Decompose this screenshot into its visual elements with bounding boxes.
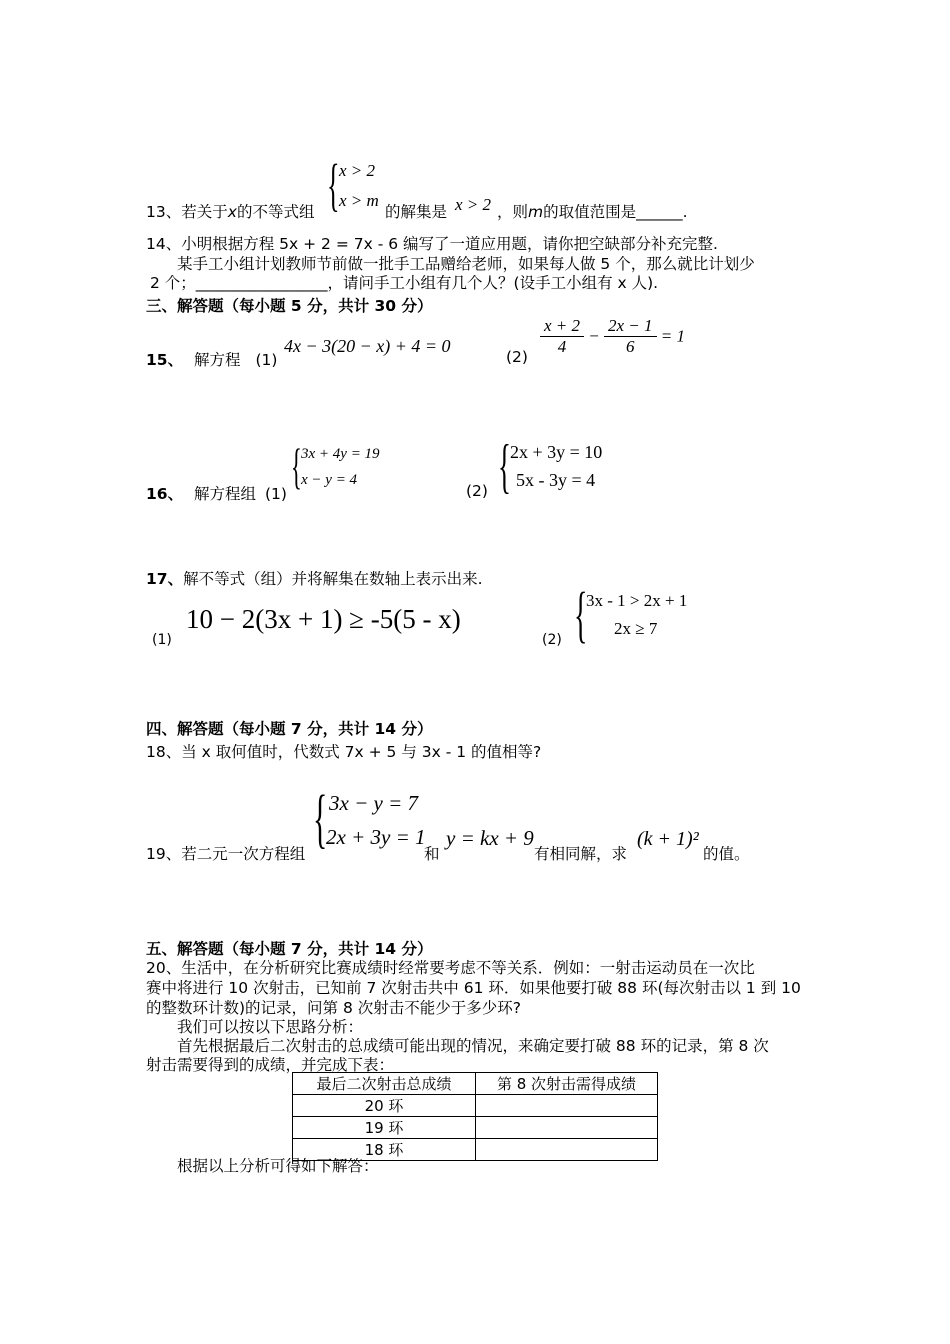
q17-system-line1: 3x - 1 > 2x + 1 (586, 591, 688, 610)
q13-text-e: 的取值范围是 (543, 203, 637, 221)
q15-label-text: 解方程 (194, 351, 241, 369)
q15-fraction-2 (604, 316, 657, 357)
q15-minus: − (588, 326, 600, 346)
q16-label (146, 482, 287, 504)
q19-brace: { (313, 782, 328, 855)
q17-label-text: 解不等式（组）并将解集在数轴上表示出来. (183, 570, 483, 588)
q15-fraction-1 (540, 316, 584, 357)
q14-line2: 某手工小组计划教师节前做一批手工品赠给老师，如果每人做 5 个，那么就比计划少 (177, 255, 755, 273)
q19-system-line1: 3x − y = 7 (329, 791, 418, 815)
q20-line1: 20、生活中，在分析研究比赛成绩时经常要考虑不等关系．例如：一射击运动员在一次比 (146, 959, 755, 977)
q17-system-line2: 2x ≥ 7 (614, 619, 658, 638)
q13-brace: { (327, 152, 340, 217)
q19-text-d: 的值。 (703, 845, 750, 863)
q16-system1-line1: 3x + 4y = 19 (301, 446, 380, 462)
q13-var-m: m (528, 203, 544, 221)
q18-text: 18、当 x 取何值时，代数式 7x + 5 与 3x - 1 的值相等? (146, 743, 542, 761)
q20-line7: 根据以上分析可得如下解答： (177, 1157, 379, 1175)
q16-system1-line2: x − y = 4 (301, 472, 358, 488)
q14-line1: 14、小明根据方程 5x + 2 = 7x - 6 编写了一道应用题，请你把空缺部分补充完整. (146, 235, 718, 253)
q15-part2-marker: (2) (506, 348, 528, 366)
q17-number: 17、 (146, 570, 184, 588)
q19-text-b: 和 (424, 845, 440, 863)
q19-text-a: 19、若二元一次方程组 (146, 845, 306, 863)
q17-brace: { (574, 581, 588, 649)
q20-line5: 首先根据最后二次射击的总成绩可能出现的情况，来确定要打破 88 环的记录，第 8 次 (177, 1037, 769, 1055)
q20-line3: 的整数环计数)的记录，问第 8 次射击不能少于多少环? (146, 999, 521, 1017)
q16-part1-marker: (1) (264, 485, 287, 503)
q15-equation-2 (540, 316, 685, 357)
table-answer-cell[interactable] (476, 1117, 658, 1139)
q13-text-d: ，则 (497, 203, 529, 221)
q16-number: 16、 (146, 485, 184, 503)
q13-end: . (682, 203, 688, 221)
q13-system-line1: x > 2 (339, 161, 376, 180)
q14-line3 (150, 271, 658, 293)
q13-text (146, 200, 314, 222)
q14-line3-b: ，请问手工小组有几个人？(设手工小组有 x 人). (327, 274, 659, 292)
q15-number: 15、 (146, 351, 184, 369)
table-cell: 19 环 (293, 1117, 476, 1139)
q20-score-table (292, 1072, 658, 1161)
q14-line3-a: 2 个； (150, 274, 196, 292)
table-cell: 20 环 (293, 1095, 476, 1117)
q13-text-a: 若关于 (181, 203, 228, 221)
table-header-cell: 第 8 次射击需得成绩 (476, 1073, 658, 1095)
q13-solution: x > 2 (455, 195, 492, 214)
q20-line2: 赛中将进行 10 次射击，已知前 7 次射击共中 61 环．如果他要打破 88 环(每次射击以 1 到 10 (146, 979, 801, 997)
table-answer-cell[interactable] (476, 1095, 658, 1117)
q16-brace-2: { (498, 433, 511, 499)
q16-label-text: 解方程组 (194, 485, 257, 503)
table-header-row (293, 1073, 658, 1095)
q15-part1-marker: (1) (255, 351, 278, 369)
table-answer-cell[interactable] (476, 1139, 658, 1161)
q15-equation-1: 4x − 3(20 − x) + 4 = 0 (284, 336, 451, 356)
q19-system-line2: 2x + 3y = 1 (326, 825, 426, 849)
q13-text-tail (497, 200, 688, 222)
q15-frac2-den: 6 (626, 337, 635, 356)
q16-brace-1: { (291, 438, 302, 494)
q13-text-rest (385, 200, 447, 222)
q13-number: 13、 (146, 203, 182, 221)
q14-answer-blank[interactable]: _________________ (195, 274, 328, 292)
q13-var-x: x (227, 203, 237, 221)
q15-rhs: = 1 (660, 326, 686, 346)
table-row (293, 1095, 658, 1117)
q16-part2-marker: (2) (466, 482, 488, 500)
table-header-cell: 最后二次射击总成绩 (293, 1073, 476, 1095)
q13-text-b: 的不等式组 (236, 203, 315, 221)
q17-inequality-1: 10 − 2(3x + 1) ≥ -5(5 - x) (186, 604, 461, 634)
q15-frac2-num: 2x − 1 (604, 316, 657, 337)
q19-expression: (k + 1)² (637, 828, 699, 850)
q19-line-equation: y = kx + 9 (446, 826, 534, 850)
q16-system2-line2: 5x - 3y = 4 (516, 470, 596, 490)
q17-label (146, 567, 483, 589)
q17-part2-marker: (2) (542, 632, 562, 648)
q19-text-c: 有相同解，求 (534, 845, 628, 863)
section-3-heading: 三、解答题（每小题 5 分，共计 30 分） (146, 297, 433, 315)
q15-frac1-num: x + 2 (540, 316, 584, 337)
section-5-heading: 五、解答题（每小题 7 分，共计 14 分） (146, 940, 433, 958)
table-cell: 18 环 (293, 1139, 476, 1161)
q13-answer-blank[interactable]: ______ (636, 203, 683, 221)
table-row (293, 1117, 658, 1139)
q13-system-line2: x > m (339, 191, 379, 210)
q17-part1-marker: (1) (152, 632, 172, 648)
q20-line4: 我们可以按以下思路分析： (177, 1018, 364, 1036)
q15-label (146, 348, 277, 370)
q13-text-c: 的解集是 (385, 203, 448, 221)
q16-system2-line1: 2x + 3y = 10 (510, 442, 603, 462)
q20-line6: 射击需要得到的成绩，并完成下表： (146, 1056, 395, 1074)
section-4-heading: 四、解答题（每小题 7 分，共计 14 分） (146, 720, 433, 738)
q15-frac1-den: 4 (557, 337, 567, 356)
